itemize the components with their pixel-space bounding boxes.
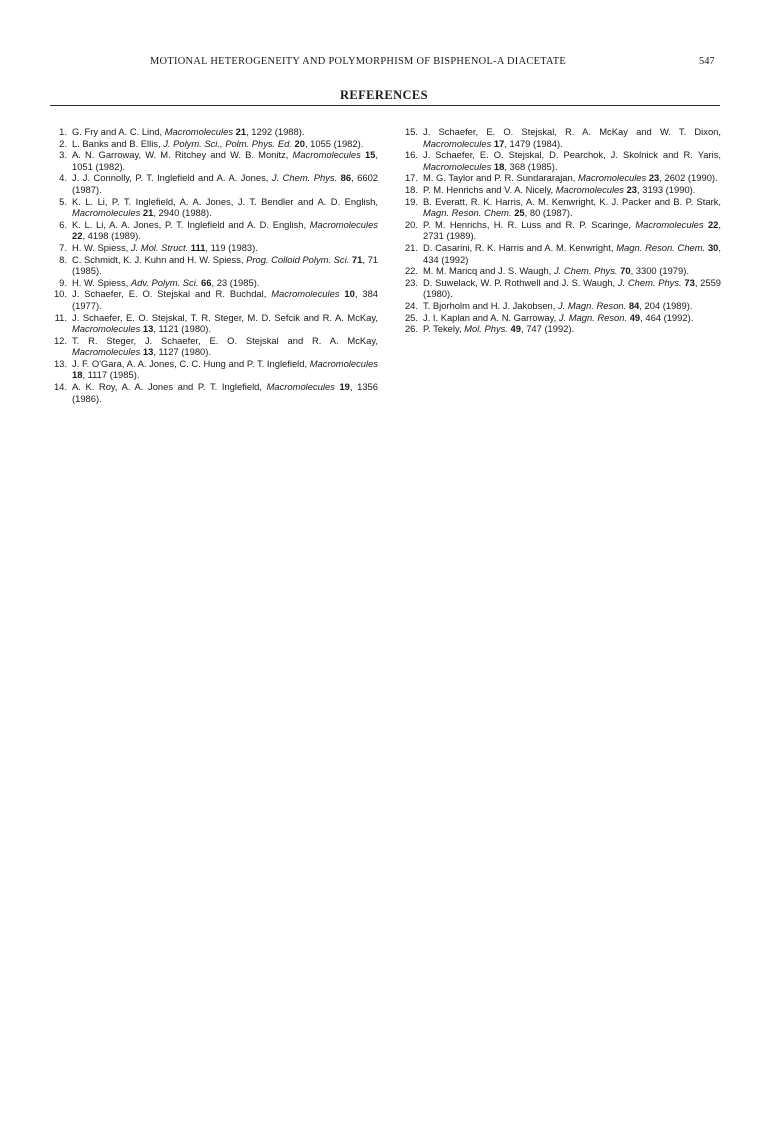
- reference-text-segment: A. K. Roy, A. A. Jones and P. T. Inglefield,: [72, 381, 267, 393]
- reference-text-segment: , 464 (1992).: [640, 311, 694, 323]
- reference-text-segment: B. Everatt, R. K. Harris, A. M. Kenwright, K. J. Packer and B. P. Stark,: [423, 195, 721, 207]
- journal-name: Macromolecules: [577, 172, 647, 184]
- reference-text-segment: J. J. Connolly, P. T. Inglefield and A. A. Jones,: [72, 172, 272, 184]
- reference-number: 21.: [404, 241, 418, 253]
- reference-text: [72, 219, 378, 242]
- reference-item: [401, 300, 721, 312]
- reference-text-segment: , 23 (1985).: [211, 276, 260, 288]
- reference-text: [423, 126, 721, 149]
- reference-item: [50, 254, 378, 277]
- reference-text-segment: , 384 (1977).: [72, 288, 378, 311]
- reference-text-segment: , 1117 (1985).: [82, 369, 140, 381]
- volume-number: 21: [235, 126, 247, 137]
- volume-number: 21: [142, 207, 154, 219]
- reference-item: [401, 219, 721, 242]
- reference-number: 5.: [59, 195, 67, 207]
- reference-number: 9.: [59, 276, 67, 288]
- reference-text-segment: C. Schmidt, K. J. Kuhn and H. W. Spiess,: [72, 253, 247, 265]
- journal-name: J. Chem. Phys.: [617, 276, 682, 288]
- volume-number: 84: [628, 299, 640, 311]
- reference-text: [72, 277, 378, 289]
- reference-number: 3.: [59, 149, 67, 161]
- volume-number: 66: [201, 276, 212, 288]
- reference-text: [423, 312, 721, 324]
- reference-text-segment: J. Schaefer, E. O. Stejskal, R. A. McKay and W. T. Dixon,: [423, 126, 721, 137]
- reference-text-segment: , 204 (1989).: [639, 299, 693, 311]
- reference-text-segment: J. I. Kaplan and A. N. Garroway,: [423, 311, 559, 323]
- reference-text: [423, 265, 721, 277]
- reference-text: [423, 300, 721, 312]
- reference-text-segment: T. R. Steger, J. Schaefer, E. O. Stejskal and R. A. McKay,: [72, 334, 378, 346]
- reference-text-segment: P. M. Henrichs and V. A. Nicely,: [423, 183, 556, 195]
- reference-item: [50, 358, 378, 381]
- journal-name: Mol. Phys.: [464, 323, 508, 335]
- volume-number: 13: [142, 346, 154, 358]
- volume-number: 30: [707, 241, 719, 253]
- reference-number: 22.: [404, 265, 418, 277]
- reference-item: [50, 126, 378, 138]
- references-right-column: [401, 126, 721, 335]
- volume-number: 18: [493, 160, 505, 172]
- reference-text-segment: H. W. Spiess,: [72, 276, 131, 288]
- reference-text: [72, 254, 378, 277]
- volume-number: 71: [351, 253, 363, 265]
- reference-item: [50, 288, 378, 311]
- reference-item: [401, 242, 721, 265]
- reference-item: [50, 335, 378, 358]
- reference-item: [50, 312, 378, 335]
- reference-item: [401, 196, 721, 219]
- reference-text-segment: , 1292 (1988).: [246, 126, 305, 137]
- reference-text-segment: A. N. Garroway, W. M. Ritchey and W. B. Monitz,: [72, 149, 293, 161]
- reference-number: 15.: [404, 126, 418, 137]
- reference-text-segment: , 747 (1992).: [520, 323, 575, 335]
- reference-number: 25.: [404, 311, 418, 323]
- reference-item: [401, 184, 721, 196]
- volume-number: 22: [72, 230, 83, 242]
- reference-number: 13.: [53, 357, 67, 369]
- reference-text-segment: , 71 (1985).: [72, 253, 379, 277]
- reference-text-segment: , 2940 (1988).: [153, 207, 212, 219]
- reference-text: [72, 381, 378, 404]
- reference-text: [423, 219, 721, 242]
- volume-number: 10: [344, 288, 355, 300]
- reference-text-segment: K. L. Li, A. A. Jones, P. T. Inglefield and A. D. English,: [72, 218, 310, 230]
- reference-number: 23.: [404, 276, 418, 288]
- journal-name: Macromolecules: [271, 288, 340, 300]
- reference-number: 17.: [404, 172, 418, 184]
- reference-text-segment: , 1127 (1980).: [153, 346, 211, 358]
- reference-text-segment: T. Bjorholm and H. J. Jakobsen,: [423, 299, 558, 311]
- volume-number: 20: [294, 137, 305, 149]
- reference-number: 8.: [59, 253, 67, 265]
- reference-text: [423, 323, 721, 335]
- reference-text-segment: , 1121 (1980).: [153, 323, 211, 335]
- volume-number: 17: [493, 137, 505, 149]
- journal-name: Prog. Colloid Polym. Sci.: [246, 253, 350, 265]
- reference-text-segment: K. L. Li, P. T. Inglefield, A. A. Jones, J. T. Bendler and A. D. English,: [72, 195, 378, 207]
- journal-name: Macromolecules: [423, 160, 492, 172]
- reference-text-segment: , 3193 (1990).: [637, 183, 696, 195]
- reference-text-segment: P. Tekely,: [423, 323, 465, 335]
- journal-name: Macromolecules: [635, 218, 704, 230]
- volume-number: 70: [620, 265, 631, 277]
- reference-text-segment: , 4198 (1989).: [82, 230, 141, 242]
- volume-number: 49: [629, 311, 641, 323]
- reference-number: 14.: [53, 381, 67, 393]
- reference-text-segment: D. Casarini, R. K. Harris and A. M. Kenwright,: [423, 241, 617, 253]
- volume-number: 13: [142, 323, 154, 335]
- journal-name: Macromolecules: [555, 183, 624, 195]
- reference-text-segment: , 1356 (1986).: [72, 381, 378, 404]
- journal-name: Macromolecules: [72, 323, 141, 335]
- reference-item: [401, 312, 721, 324]
- reference-text-segment: G. Fry and A. C. Lind,: [72, 126, 165, 137]
- reference-number: 2.: [59, 137, 67, 149]
- reference-text-segment: , 1051 (1982).: [72, 149, 378, 172]
- volume-number: 22: [707, 218, 719, 230]
- reference-text-segment: J. F. O'Gara, A. A. Jones, C. C. Hung and P. T. Inglefield,: [72, 357, 310, 369]
- journal-name: Macromolecules: [292, 149, 361, 161]
- journal-name: J. Mol. Struct.: [130, 241, 189, 253]
- reference-text-segment: P. M. Henrichs, H. R. Luss and R. P. Scaringe,: [423, 218, 636, 230]
- reference-item: [50, 381, 378, 404]
- reference-number: 24.: [404, 299, 418, 311]
- volume-number: 25: [514, 207, 525, 219]
- reference-text: [423, 184, 721, 196]
- reference-number: 7.: [59, 241, 67, 253]
- reference-number: 16.: [404, 149, 418, 161]
- reference-item: [50, 149, 378, 172]
- journal-name: Macromolecules: [164, 126, 234, 137]
- reference-text-segment: , 2731 (1989).: [423, 218, 722, 242]
- reference-item: [401, 149, 721, 172]
- reference-text: [423, 196, 721, 219]
- reference-text: [72, 358, 378, 381]
- header-rule: [50, 105, 720, 106]
- reference-text: [72, 172, 378, 195]
- reference-text-segment: J. Schaefer, E. O. Stejskal, D. Pearchok, J. Skolnick and R. Yaris,: [423, 149, 721, 161]
- reference-text: [72, 242, 378, 254]
- section-title: REFERENCES: [339, 88, 429, 102]
- reference-number: 18.: [404, 183, 418, 195]
- volume-number: 49: [510, 323, 521, 335]
- volume-number: 19: [339, 381, 350, 393]
- volume-number: 23: [648, 172, 660, 184]
- journal-name: Macromolecules: [309, 357, 378, 369]
- reference-text-segment: , 434 (1992): [423, 241, 721, 265]
- journal-name: J. Magn. Reson.: [558, 311, 628, 323]
- reference-item: [401, 265, 721, 277]
- journal-name: J. Chem. Phys.: [553, 265, 618, 277]
- reference-number: 11.: [54, 311, 67, 323]
- reference-text-segment: L. Banks and B. Ellis,: [72, 137, 164, 149]
- reference-number: 6.: [59, 218, 67, 230]
- reference-text-segment: , 119 (1983).: [205, 241, 258, 253]
- reference-text-segment: M. M. Maricq and J. S. Waugh,: [423, 265, 554, 277]
- reference-item: [50, 242, 378, 254]
- journal-name: J. Chem. Phys.: [271, 172, 338, 184]
- reference-item: [401, 323, 721, 335]
- reference-number: 20.: [404, 218, 418, 230]
- reference-text-segment: , 1055 (1982).: [304, 137, 364, 149]
- reference-item: [50, 172, 378, 195]
- reference-item: [50, 219, 378, 242]
- journal-name: Magn. Reson. Chem.: [616, 241, 706, 253]
- reference-text: [72, 312, 378, 335]
- reference-text: [72, 196, 378, 219]
- journal-name: Macromolecules: [72, 207, 141, 219]
- journal-name: Macromolecules: [309, 218, 378, 230]
- journal-name: Macromolecules: [423, 137, 492, 149]
- reference-text: [72, 138, 378, 150]
- running-title: MOTIONAL HETEROGENEITY AND POLYMORPHISM OF BISPHENOL-A DIACETATE: [150, 56, 567, 67]
- reference-number: 19.: [404, 195, 418, 207]
- volume-number: 15: [364, 149, 376, 161]
- reference-text-segment: , 3300 (1979).: [630, 265, 689, 277]
- reference-text-segment: M. G. Taylor and P. R. Sundararajan,: [423, 172, 578, 184]
- reference-item: [50, 138, 378, 150]
- reference-text-segment: , 368 (1985).: [504, 160, 558, 172]
- reference-text: [72, 288, 378, 311]
- journal-name: Adv. Polym. Sci.: [130, 276, 199, 288]
- references-left-column: [50, 126, 378, 404]
- reference-text: [72, 149, 378, 172]
- reference-text-segment: H. W. Spiess,: [72, 241, 131, 253]
- reference-item: [50, 196, 378, 219]
- reference-number: 1.: [59, 126, 67, 137]
- page-number: 547: [699, 56, 715, 67]
- reference-text-segment: , 2602 (1990).: [659, 172, 718, 184]
- reference-text: [423, 242, 721, 265]
- journal-name: Macromolecules: [266, 381, 335, 393]
- volume-number: 73: [684, 276, 695, 288]
- reference-text: [72, 335, 378, 358]
- reference-item: [50, 277, 378, 289]
- volume-number: 111: [190, 241, 206, 253]
- reference-item: [401, 277, 721, 300]
- reference-number: 10.: [53, 288, 67, 300]
- reference-text-segment: J. Schaefer, E. O. Stejskal, T. R. Steger, M. D. Sefcik and R. A. McKay,: [72, 311, 378, 323]
- journal-name: J. Polym. Sci., Polm. Phys. Ed.: [163, 137, 292, 149]
- volume-number: 86: [340, 172, 352, 184]
- reference-text: [423, 149, 721, 172]
- journal-name: J. Magn. Reson.: [557, 299, 627, 311]
- reference-text-segment: , 6602 (1987).: [72, 172, 379, 195]
- reference-text: [72, 126, 378, 138]
- reference-number: 4.: [59, 172, 67, 184]
- reference-text-segment: D. Suwelack, W. P. Rothwell and J. S. Waugh,: [423, 276, 618, 288]
- reference-item: [401, 126, 721, 149]
- reference-text-segment: , 1479 (1984).: [504, 137, 563, 149]
- reference-text-segment: J. Schaefer, E. O. Stejskal and R. Buchdal,: [72, 288, 272, 300]
- reference-text: [423, 172, 721, 184]
- reference-number: 26.: [404, 323, 418, 335]
- reference-text: [423, 277, 721, 300]
- volume-number: 23: [626, 183, 638, 195]
- journal-name: Macromolecules: [72, 346, 141, 358]
- reference-text-segment: , 80 (1987).: [524, 207, 573, 219]
- reference-text-segment: , 2559 (1980).: [423, 276, 721, 300]
- reference-item: [401, 172, 721, 184]
- reference-number: 12.: [53, 334, 67, 346]
- volume-number: 18: [72, 369, 83, 381]
- journal-name: Magn. Reson. Chem.: [423, 207, 512, 219]
